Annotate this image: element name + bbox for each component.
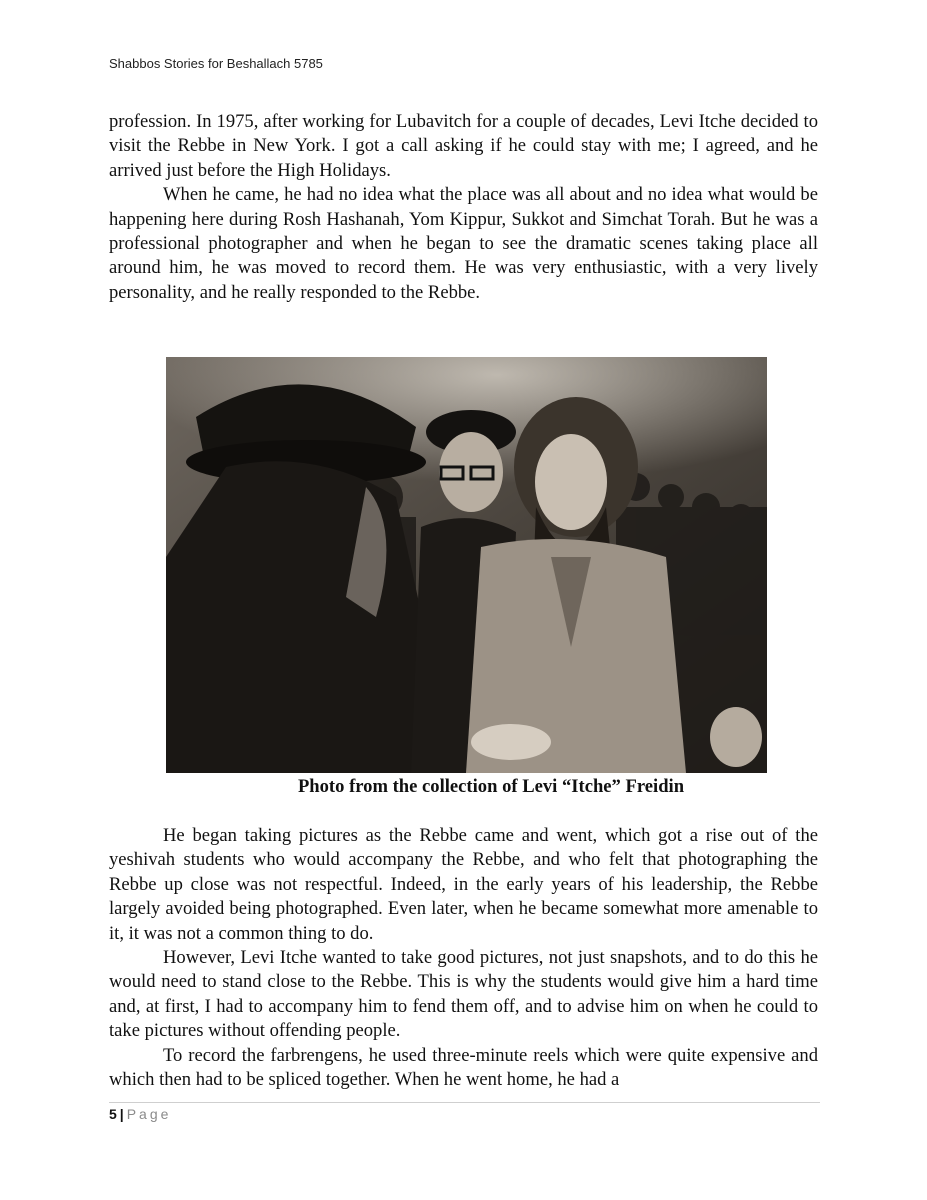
paragraph: However, Levi Itche wanted to take good pictures, not just snapshots, and to do this he would need to stand close to the Rebbe. This is why the students would give him a hard time and, at first, I had to accompany him to fend them off, and to advise him on when he could to take pictures without offending people. xyxy=(109,947,818,1042)
bottom-text-block xyxy=(109,824,818,1092)
footer-divider xyxy=(109,1102,820,1103)
paragraph: When he came, he had no idea what the place was all about and no idea what would be happening here during Rosh Hashanah, Yom Kippur, Sukkot and Simchat Torah. But he was a professional photographer and when he began to see the dramatic scenes taking place all around him, he was moved to record them. He was very enthusiastic, with a very lively personality, and he really responded to the Rebbe. xyxy=(109,184,818,303)
paragraph: To record the farbrengens, he used three-minute reels which were quite expensive and which then had to be spliced together. When he went home, he had a xyxy=(109,1044,818,1091)
paragraph: profession. In 1975, after working for Lubavitch for a couple of decades, Levi Itche decided to visit the Rebbe in New York. I got a call asking if he could stay with me; I agreed, and he arrived just before the High Holidays. xyxy=(109,111,818,181)
page-label: Page xyxy=(126,1106,172,1122)
photo-caption: Photo from the collection of Levi “Itche” Freidin xyxy=(297,776,685,797)
running-header: Shabbos Stories for Beshallach 5785 xyxy=(109,56,323,71)
footer-separator: | xyxy=(119,1106,124,1122)
top-text-block xyxy=(109,110,818,305)
page-number: 5 xyxy=(109,1106,117,1122)
page-footer xyxy=(109,1106,171,1122)
photograph xyxy=(166,357,767,773)
paragraph: He began taking pictures as the Rebbe came and went, which got a rise out of the yeshivah students who would accompany the Rebbe, and who felt that photographing the Rebbe up close was not respectful. Indeed, in the early years of his leadership, the Rebbe largely avoided being photographed. Even later, when he became somewhat more amenable to it, it was not a common thing to do. xyxy=(109,825,818,944)
